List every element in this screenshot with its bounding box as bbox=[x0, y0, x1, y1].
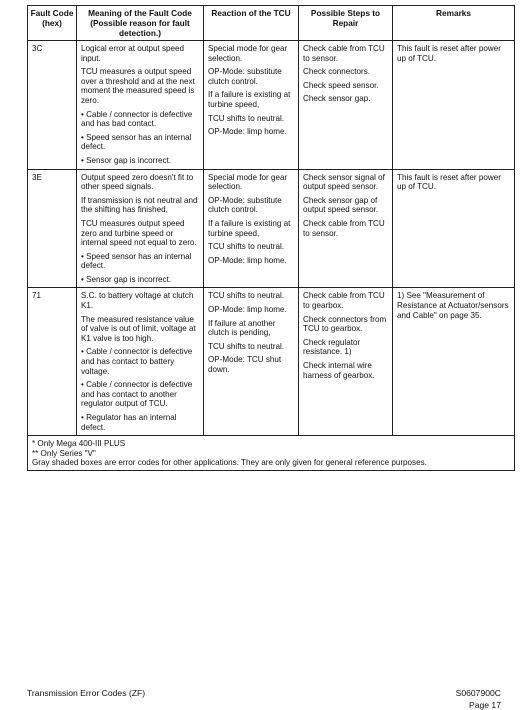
reaction-text: OP-Mode: substitute clutch control. bbox=[208, 67, 282, 86]
reaction-text: If a failure is existing at turbine speed, bbox=[208, 90, 291, 109]
header-repair-steps: Possible Steps to Repair bbox=[299, 6, 393, 41]
footnote-cell bbox=[28, 436, 515, 471]
repair-steps-cell bbox=[299, 169, 393, 288]
repair-step-text: Check sensor gap. bbox=[303, 94, 371, 104]
meaning-text: TCU measures a output speed over a threshold and at the next moment the measured speed is zero. bbox=[81, 67, 195, 105]
reaction-text: OP-Mode: limp home. bbox=[208, 305, 287, 315]
header-remarks: Remarks bbox=[393, 6, 515, 41]
repair-step-text: Check internal wire harness of gearbox. bbox=[303, 361, 375, 380]
meaning-text: The measured resistance value of valve is out of limit, voltage at K1 valve is too high. bbox=[81, 314, 196, 343]
remarks-cell bbox=[393, 41, 515, 170]
table-row bbox=[28, 41, 515, 170]
remarks-cell bbox=[393, 169, 515, 288]
reaction-text: Special mode for gear selection. bbox=[208, 44, 288, 63]
footer-document-number: S0607900C bbox=[455, 688, 501, 698]
repair-step-text: Check cable from TCU to sensor. bbox=[303, 218, 385, 238]
reaction-text: OP-Mode: TCU shut down. bbox=[208, 355, 282, 375]
table-row bbox=[28, 288, 515, 436]
fault-code-table bbox=[27, 5, 515, 471]
reaction-cell bbox=[204, 41, 299, 170]
table-row bbox=[28, 169, 515, 288]
footer-page-number: Page 17 bbox=[468, 700, 501, 710]
repair-step-text: Check cable from TCU to sensor. bbox=[303, 44, 385, 63]
remarks-text: 1) See "Measurement of Resistance at Actuator/sensors and Cable" on page 35. bbox=[397, 291, 509, 320]
footnote-text: Gray shaded boxes are error codes for other applications. They are only given for general reference purposes. bbox=[32, 458, 427, 468]
reaction-text: TCU shifts to neutral. bbox=[208, 341, 285, 351]
meaning-cell bbox=[77, 41, 204, 170]
fault-code-cell: 3C bbox=[28, 41, 77, 170]
remarks-text: This fault is reset after power up of TCU. bbox=[397, 44, 501, 63]
header-fault-code: Fault Code (hex) bbox=[28, 6, 77, 41]
fault-code-cell: 3E bbox=[28, 169, 77, 288]
repair-step-text: Check connectors from TCU to gearbox. bbox=[303, 314, 387, 334]
footnote-text: * Only Mega 400-III PLUS bbox=[32, 439, 126, 449]
reaction-cell bbox=[204, 288, 299, 436]
meaning-text: Logical error at output speed input. bbox=[81, 44, 185, 63]
footnote-text: ** Only Series "V" bbox=[32, 448, 96, 458]
remarks-cell bbox=[393, 288, 515, 436]
header-meaning: Meaning of the Fault Code (Possible reason for fault detection.) bbox=[77, 6, 204, 41]
reaction-cell bbox=[204, 169, 299, 288]
reaction-text: Special mode for gear selection. bbox=[208, 172, 288, 192]
reaction-text: TCU shifts to neutral. bbox=[208, 113, 285, 123]
repair-step-text: Check regulator resistance. 1) bbox=[303, 337, 361, 357]
meaning-text: If transmission is not neutral and the shifting has finished, bbox=[81, 195, 198, 215]
meaning-text: S.C. to battery voltage at clutch K1. bbox=[81, 291, 194, 311]
repair-step-text: Check sensor signal of output speed sensor. bbox=[303, 172, 385, 192]
document-page bbox=[27, 5, 514, 471]
reaction-text: TCU shifts to neutral. bbox=[208, 242, 285, 252]
reaction-text: OP-Mode: substitute clutch control. bbox=[208, 195, 282, 215]
reaction-text: If a failure is existing at turbine speed, bbox=[208, 218, 291, 238]
table-header-row bbox=[28, 6, 515, 41]
reaction-text: OP-Mode: limp home. bbox=[208, 255, 287, 265]
meaning-cell bbox=[77, 288, 204, 436]
repair-steps-cell bbox=[299, 288, 393, 436]
meaning-text: • Speed sensor has an internal defect. bbox=[81, 132, 192, 152]
repair-step-text: Check cable from TCU to gearbox. bbox=[303, 291, 385, 311]
meaning-text: Output speed zero doesn't fit to other speed signals. bbox=[81, 172, 194, 192]
fault-code-cell: 71 bbox=[28, 288, 77, 436]
meaning-cell bbox=[77, 169, 204, 288]
meaning-text: • Speed sensor has an internal defect. bbox=[81, 251, 192, 271]
meaning-text: • Regulator has an internal defect. bbox=[81, 413, 177, 432]
meaning-text: TCU measures output speed zero and turbine speed or internal speed not equal to zero. bbox=[81, 218, 197, 248]
footer-document-title: Transmission Error Codes (ZF) bbox=[27, 688, 146, 698]
meaning-text: • Cable / connector is defective and has bad contact. bbox=[81, 109, 193, 129]
repair-step-text: Check speed sensor. bbox=[303, 80, 379, 90]
repair-steps-cell bbox=[299, 41, 393, 170]
meaning-text: • Sensor gap is incorrect. bbox=[81, 274, 172, 284]
repair-step-text: Check connectors. bbox=[303, 67, 371, 77]
meaning-text: • Sensor gap is incorrect. bbox=[81, 155, 172, 165]
reaction-text: If failure at another clutch is pending, bbox=[208, 318, 276, 338]
reaction-text: TCU shifts to neutral. bbox=[208, 291, 285, 301]
header-reaction: Reaction of the TCU bbox=[204, 6, 299, 41]
repair-step-text: Check sensor gap of output speed sensor. bbox=[303, 195, 379, 215]
reaction-text: OP-Mode: limp home. bbox=[208, 127, 287, 137]
meaning-text: • Cable / connector is defective and has contact to battery voltage. bbox=[81, 347, 193, 376]
footnote-row bbox=[28, 436, 515, 471]
meaning-text: • Cable / connector is defective and has contact to another regulator output of TCU. bbox=[81, 380, 193, 409]
remarks-text: This fault is reset after power up of TCU. bbox=[397, 172, 501, 192]
